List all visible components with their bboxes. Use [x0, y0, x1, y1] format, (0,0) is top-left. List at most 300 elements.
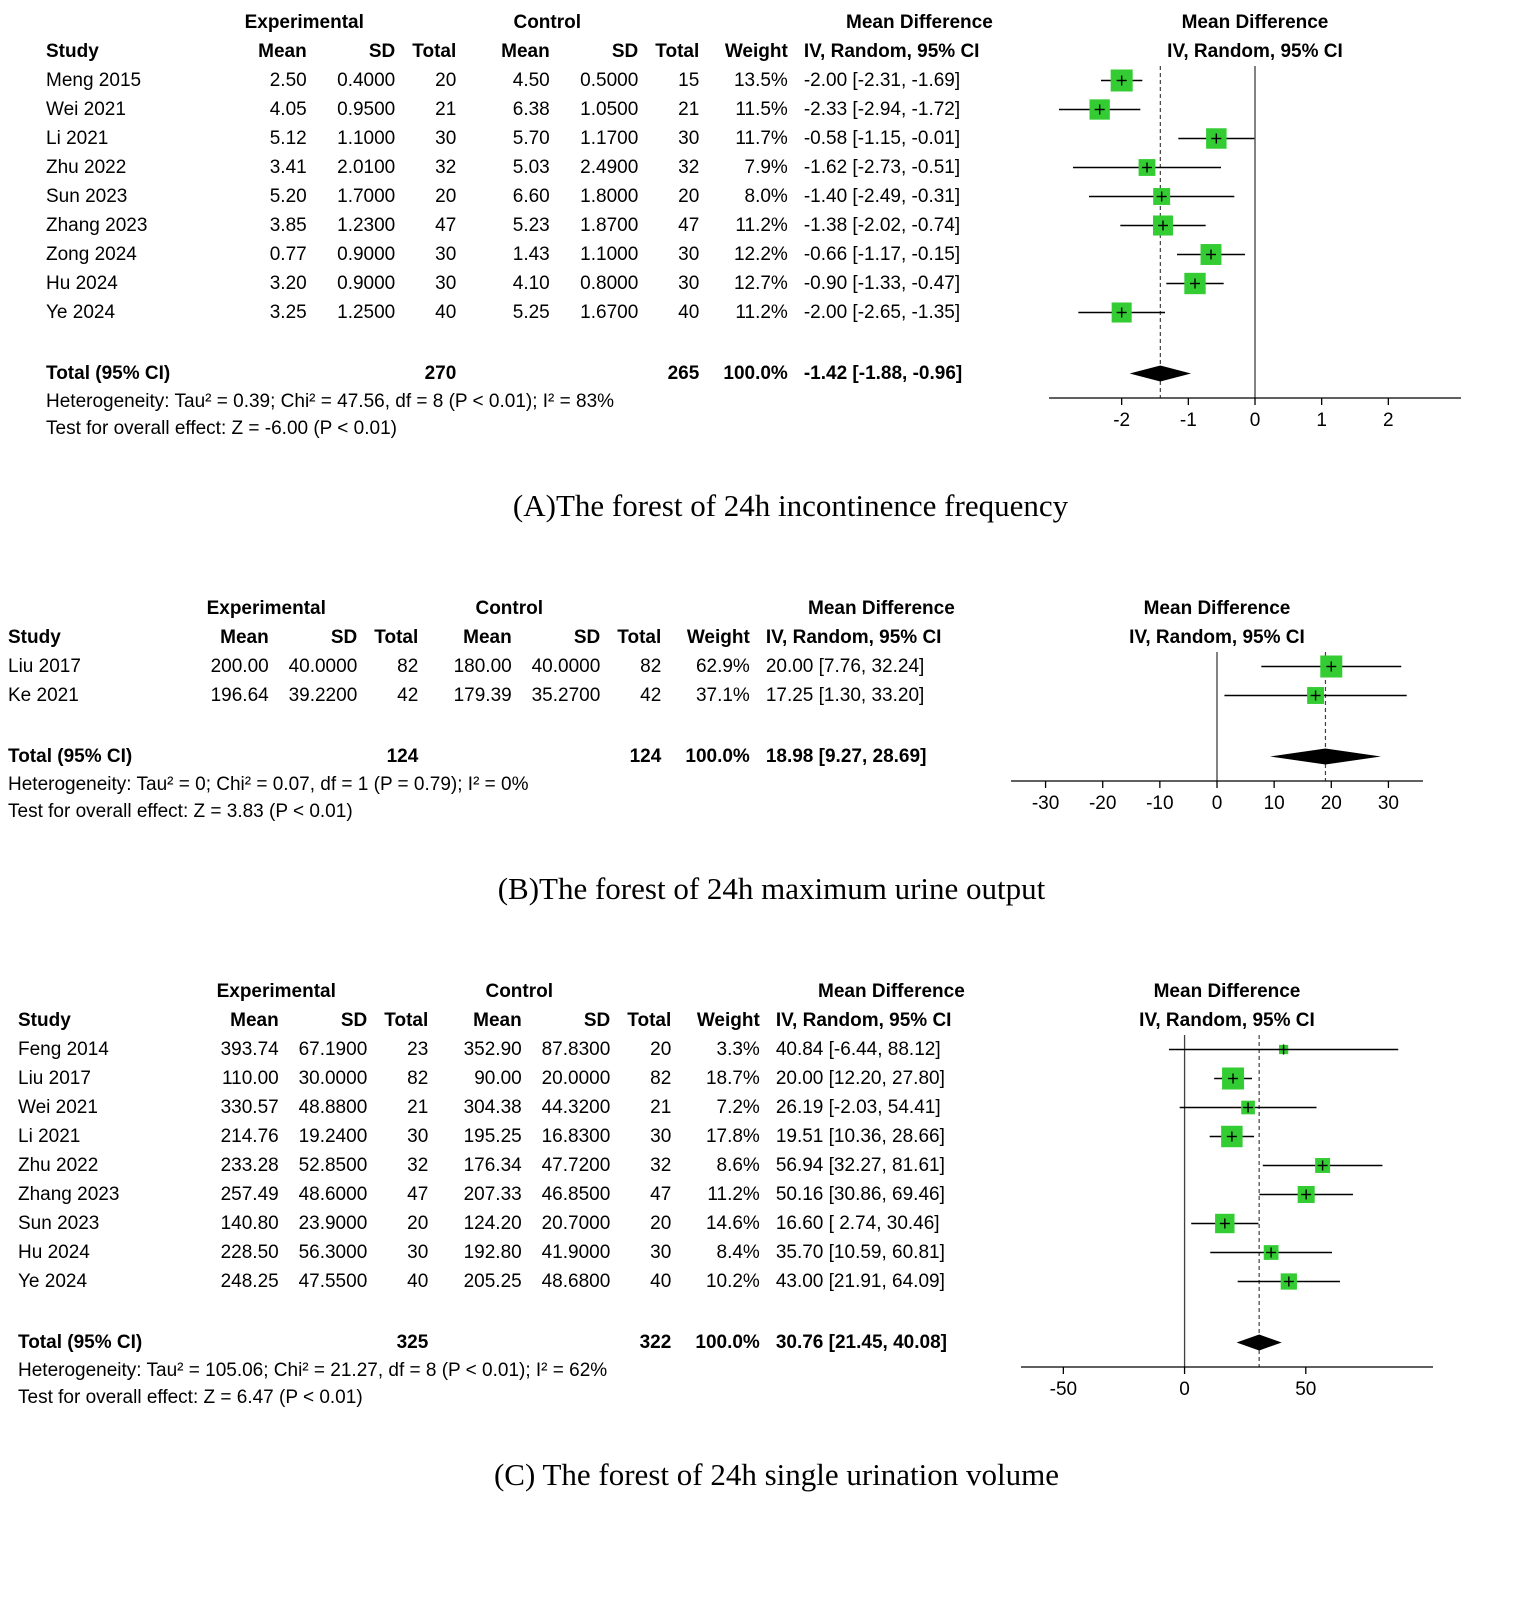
study-name: Wei 2021: [18, 1096, 98, 1118]
ctrl-sd: 0.8000: [580, 272, 639, 294]
exp-total: 30: [407, 1241, 429, 1263]
exp-total: 23: [407, 1038, 429, 1060]
weight: 37.1%: [695, 684, 750, 706]
exp-sd: 0.9500: [337, 98, 396, 120]
ctrl-total-header: Total: [655, 40, 700, 62]
forest-c-table: [18, 977, 1007, 1411]
total-label: Total (95% CI): [46, 362, 171, 384]
exp-sd-header: SD: [368, 40, 396, 62]
md-ci: 26.19 [-2.03, 54.41]: [775, 1096, 941, 1118]
study-row: [18, 1064, 1007, 1093]
group-header-row: [46, 8, 1035, 37]
study-column-header: Study: [18, 1009, 71, 1031]
ctrl-total: 40: [678, 301, 700, 323]
ctrl-mean: 5.25: [512, 301, 550, 323]
md-ci: 20.00 [7.76, 32.24]: [765, 655, 925, 677]
weight: 12.2%: [733, 243, 788, 265]
axis-tick-label: -20: [1088, 793, 1117, 814]
total-weight: 100.0%: [723, 362, 788, 384]
total-label: Total (95% CI): [18, 1331, 143, 1353]
ctrl-total: 30: [678, 127, 700, 149]
exp-mean-header: Mean: [258, 40, 307, 62]
weight-header: Weight: [696, 1009, 760, 1031]
forest-panel-b: [8, 594, 1535, 907]
study-row: [46, 298, 1035, 327]
ctrl-sd: 35.2700: [531, 684, 601, 706]
study-name: Ye 2024: [46, 301, 116, 323]
study-row: [46, 211, 1035, 240]
ctrl-sd: 20.0000: [541, 1067, 611, 1089]
plot-title: Mean Difference: [1181, 12, 1329, 33]
total-weight: 100.0%: [695, 1331, 760, 1353]
axis-tick-label: -30: [1031, 793, 1060, 814]
study-column-header: Study: [46, 40, 99, 62]
exp-mean: 5.20: [269, 185, 307, 207]
forest-a: [46, 8, 1535, 442]
exp-sd: 1.7000: [337, 185, 396, 207]
study-name: Li 2021: [18, 1125, 81, 1147]
ctrl-mean: 6.60: [512, 185, 550, 207]
axis-tick-label: -50: [1049, 1379, 1078, 1400]
exp-sd: 52.8500: [298, 1154, 368, 1176]
md-ci: -2.00 [-2.31, -1.69]: [803, 69, 961, 91]
ctrl-total: 47: [650, 1183, 672, 1205]
exp-total: 21: [407, 1096, 429, 1118]
ctrl-total: 32: [678, 156, 700, 178]
ctrl-sd: 1.1700: [580, 127, 639, 149]
study-row: [18, 1238, 1007, 1267]
exp-total: 20: [435, 69, 457, 91]
exp-mean: 110.00: [222, 1067, 279, 1089]
exp-mean: 5.12: [269, 127, 307, 149]
ctrl-sd: 16.8300: [541, 1125, 611, 1147]
overall-effect-note: Test for overall effect: Z = 3.83 (P < 0.01): [8, 801, 353, 822]
plot-subtitle: IV, Random, 95% CI: [1167, 41, 1343, 62]
overall-effect-note: Test for overall effect: Z = 6.47 (P < 0.01): [18, 1387, 363, 1408]
column-header-row: [46, 37, 1035, 66]
weight: 11.2%: [735, 214, 788, 236]
weight: 12.7%: [733, 272, 788, 294]
exp-total: 20: [407, 1212, 429, 1234]
ctrl-sd: 47.7200: [541, 1154, 611, 1176]
ctrl-sd: 48.6800: [541, 1270, 611, 1292]
study-rows: [46, 66, 1035, 327]
exp-mean: 200.00: [210, 655, 269, 677]
ctrl-sd-header: SD: [611, 40, 639, 62]
total-ctrl-n: 124: [629, 745, 662, 767]
exp-total: 20: [435, 185, 457, 207]
total-row: [46, 359, 1035, 388]
exp-sd: 40.0000: [288, 655, 358, 677]
exp-total: 30: [435, 127, 457, 149]
ctrl-mean: 124.20: [463, 1212, 522, 1234]
plot-subtitle: IV, Random, 95% CI: [1129, 627, 1305, 648]
md-group-header: Mean Difference: [846, 11, 993, 33]
axis-tick-label: 0: [1179, 1379, 1190, 1400]
exp-sd: 19.2400: [298, 1125, 368, 1147]
exp-sd: 0.9000: [337, 243, 396, 265]
exp-mean: 248.25: [220, 1270, 279, 1292]
study-row: [46, 182, 1035, 211]
total-diamond: [1270, 749, 1381, 765]
iv-random-header: IV, Random, 95% CI: [775, 1009, 952, 1031]
iv-random-header: IV, Random, 95% CI: [765, 626, 942, 648]
exp-mean: 214.76: [220, 1125, 279, 1147]
study-name: Zhu 2022: [18, 1154, 99, 1176]
weight: 8.6%: [716, 1154, 760, 1176]
ctrl-mean: 205.25: [463, 1270, 522, 1292]
study-name: Hu 2024: [46, 272, 118, 294]
weight: 62.9%: [695, 655, 750, 677]
exp-mean: 233.28: [220, 1154, 279, 1176]
ctrl-mean: 192.80: [463, 1241, 522, 1263]
exp-mean: 3.41: [269, 156, 307, 178]
study-name: Zhang 2023: [18, 1183, 120, 1205]
study-name: Meng 2015: [46, 69, 142, 91]
study-name: Feng 2014: [18, 1038, 109, 1060]
md-ci: -1.38 [-2.02, -0.74]: [803, 214, 961, 236]
weight: 17.8%: [705, 1125, 760, 1147]
study-name: Hu 2024: [18, 1241, 90, 1263]
exp-sd: 1.2300: [337, 214, 396, 236]
total-ctrl-n: 322: [639, 1331, 672, 1353]
study-name: Zhu 2022: [46, 156, 127, 178]
total-diamond: [1237, 1335, 1282, 1351]
exp-mean: 3.85: [269, 214, 307, 236]
exp-sd: 1.2500: [337, 301, 396, 323]
exp-mean: 3.20: [269, 272, 307, 294]
ctrl-mean: 179.39: [453, 684, 512, 706]
ctrl-total-header: Total: [617, 626, 662, 648]
ctrl-mean: 207.33: [463, 1183, 522, 1205]
total-diamond: [1130, 366, 1191, 382]
study-row: [46, 66, 1035, 95]
axis-tick-label: 0: [1211, 793, 1223, 814]
exp-sd: 1.1000: [337, 127, 396, 149]
heterogeneity-note: Heterogeneity: Tau² = 0.39; Chi² = 47.56, df = 8 (P < 0.01); I² = 83%: [46, 391, 615, 412]
study-row: [18, 1180, 1007, 1209]
forest-c: [18, 977, 1535, 1411]
forest-plot: [1007, 1035, 1447, 1405]
ctrl-sd: 1.0500: [580, 98, 639, 120]
exp-total: 47: [435, 214, 457, 236]
heterogeneity-note: Heterogeneity: Tau² = 0; Chi² = 0.07, df = 1 (P = 0.79); I² = 0%: [8, 774, 529, 795]
exp-total: 40: [435, 301, 457, 323]
ctrl-total: 15: [678, 69, 700, 91]
study-name: Liu 2017: [8, 655, 81, 677]
study-row: [46, 124, 1035, 153]
weight: 13.5%: [733, 69, 788, 91]
ctrl-total-header: Total: [627, 1009, 672, 1031]
weight: 10.2%: [705, 1270, 760, 1292]
ctrl-mean: 304.38: [463, 1096, 522, 1118]
control-group-header: Control: [513, 11, 582, 33]
exp-sd: 67.1900: [298, 1038, 368, 1060]
study-row: [18, 1093, 1007, 1122]
weight: 7.2%: [716, 1096, 760, 1118]
forest-panel-c: [8, 977, 1535, 1493]
ctrl-total: 82: [650, 1067, 672, 1089]
exp-total: 32: [435, 156, 457, 178]
experimental-group-header: Experimental: [244, 11, 364, 33]
total-row: [8, 742, 997, 771]
study-name: Zhang 2023: [46, 214, 148, 236]
plot-subtitle: IV, Random, 95% CI: [1139, 1010, 1315, 1031]
total-label: Total (95% CI): [8, 745, 133, 767]
weight: 11.2%: [735, 301, 788, 323]
ctrl-total: 30: [650, 1241, 672, 1263]
study-row: [8, 652, 997, 681]
plot-title: Mean Difference: [1143, 598, 1291, 619]
exp-mean: 3.25: [269, 301, 307, 323]
md-ci: 19.51 [10.36, 28.66]: [775, 1125, 945, 1147]
forest-panel-a: [8, 8, 1535, 524]
exp-sd: 2.0100: [337, 156, 396, 178]
exp-total: 21: [435, 98, 457, 120]
study-name: Ye 2024: [18, 1270, 88, 1292]
md-ci: 56.94 [32.27, 81.61]: [775, 1154, 945, 1176]
total-row: [18, 1328, 1007, 1357]
study-name: Ke 2021: [8, 684, 79, 706]
exp-total: 30: [407, 1125, 429, 1147]
exp-mean-header: Mean: [220, 626, 269, 648]
forest-c-plot-area: [1007, 977, 1447, 1405]
weight: 14.6%: [705, 1212, 760, 1234]
ctrl-mean: 90.00: [474, 1067, 522, 1089]
md-ci: 43.00 [21.91, 64.09]: [775, 1270, 945, 1292]
weight: 7.9%: [744, 156, 788, 178]
md-ci: -1.40 [-2.49, -0.31]: [803, 185, 961, 207]
axis-tick-label: 10: [1263, 793, 1285, 814]
axis-tick-label: 50: [1295, 1379, 1317, 1400]
exp-sd: 39.2200: [288, 684, 358, 706]
weight: 8.0%: [744, 185, 788, 207]
ctrl-sd: 2.4900: [580, 156, 639, 178]
ctrl-total: 20: [650, 1212, 672, 1234]
ctrl-mean: 6.38: [512, 98, 550, 120]
ctrl-mean: 1.43: [512, 243, 550, 265]
control-group-header: Control: [485, 980, 554, 1002]
ctrl-total: 32: [650, 1154, 672, 1176]
exp-total-header: Total: [412, 40, 457, 62]
study-row: [18, 1151, 1007, 1180]
md-ci: -0.90 [-1.33, -0.47]: [803, 272, 961, 294]
total-md-ci: -1.42 [-1.88, -0.96]: [803, 362, 963, 384]
total-ctrl-n: 265: [667, 362, 700, 384]
ctrl-mean: 176.34: [463, 1154, 522, 1176]
ctrl-sd: 1.8700: [580, 214, 639, 236]
md-ci: 16.60 [ 2.74, 30.46]: [775, 1212, 940, 1234]
axis-tick-label: -10: [1146, 793, 1174, 814]
ctrl-mean: 4.50: [512, 69, 550, 91]
ctrl-sd: 1.8000: [580, 185, 639, 207]
study-name: Sun 2023: [46, 185, 128, 207]
column-header-row: [18, 1006, 1007, 1035]
md-ci: 17.25 [1.30, 33.20]: [765, 684, 925, 706]
exp-sd: 23.9000: [298, 1212, 368, 1234]
ctrl-sd: 41.9000: [541, 1241, 611, 1263]
study-row: [46, 269, 1035, 298]
exp-total: 47: [407, 1183, 429, 1205]
md-ci: 35.70 [10.59, 60.81]: [775, 1241, 945, 1263]
md-ci: 50.16 [30.86, 69.46]: [775, 1183, 945, 1205]
study-rows: [18, 1035, 1007, 1296]
ctrl-total: 20: [650, 1038, 672, 1060]
md-ci: -1.62 [-2.73, -0.51]: [803, 156, 961, 178]
experimental-group-header: Experimental: [216, 980, 336, 1002]
md-group-header: Mean Difference: [808, 597, 955, 619]
ctrl-mean-header: Mean: [473, 1009, 522, 1031]
ctrl-total: 21: [650, 1096, 672, 1118]
md-ci: 20.00 [12.20, 27.80]: [775, 1067, 945, 1089]
axis-tick-label: 2: [1383, 410, 1394, 431]
forest-a-plot-area: [1035, 8, 1475, 436]
study-name: Wei 2021: [46, 98, 126, 120]
column-header-row: [8, 623, 997, 652]
exp-sd: 47.5500: [298, 1270, 368, 1292]
exp-mean: 330.57: [220, 1096, 279, 1118]
study-rows: [8, 652, 997, 710]
ctrl-total: 82: [640, 655, 662, 677]
study-row: [46, 95, 1035, 124]
study-row: [18, 1209, 1007, 1238]
axis-tick-label: -2: [1113, 410, 1131, 431]
ctrl-total: 42: [640, 684, 662, 706]
total-exp-n: 325: [396, 1331, 429, 1353]
ctrl-mean-header: Mean: [463, 626, 512, 648]
ctrl-sd: 40.0000: [531, 655, 601, 677]
forest-plot: [997, 652, 1437, 819]
exp-total: 30: [435, 243, 457, 265]
study-name: Liu 2017: [18, 1067, 91, 1089]
weight-header: Weight: [686, 626, 750, 648]
exp-sd-header: SD: [330, 626, 358, 648]
exp-sd: 56.3000: [298, 1241, 368, 1263]
md-ci: 40.84 [-6.44, 88.12]: [775, 1038, 941, 1060]
md-ci: -0.58 [-1.15, -0.01]: [803, 127, 961, 149]
ctrl-mean: 5.70: [512, 127, 550, 149]
ctrl-total: 21: [678, 98, 700, 120]
study-row: [18, 1035, 1007, 1064]
total-exp-n: 124: [386, 745, 419, 767]
forest-b-table: [8, 594, 997, 825]
ctrl-sd: 87.8300: [541, 1038, 611, 1060]
exp-mean: 228.50: [220, 1241, 279, 1263]
ctrl-total: 30: [650, 1125, 672, 1147]
md-ci: -2.33 [-2.94, -1.72]: [803, 98, 961, 120]
total-md-ci: 30.76 [21.45, 40.08]: [775, 1331, 947, 1353]
exp-sd: 30.0000: [298, 1067, 368, 1089]
study-row: [8, 681, 997, 710]
control-group-header: Control: [475, 597, 544, 619]
iv-random-header: IV, Random, 95% CI: [803, 40, 980, 62]
weight: 11.2%: [707, 1183, 760, 1205]
exp-total: 40: [407, 1270, 429, 1292]
axis-tick-label: 0: [1249, 410, 1261, 431]
group-header-row: [18, 977, 1007, 1006]
ctrl-total: 40: [650, 1270, 672, 1292]
heterogeneity-note: Heterogeneity: Tau² = 105.06; Chi² = 21.27, df = 8 (P < 0.01); I² = 62%: [18, 1360, 608, 1381]
md-ci: -0.66 [-1.17, -0.15]: [803, 243, 961, 265]
panel-c-caption: (C) The forest of 24h single urination volume: [493, 1457, 1060, 1492]
ctrl-mean: 4.10: [512, 272, 550, 294]
ctrl-sd: 1.6700: [580, 301, 639, 323]
study-name: Zong 2024: [46, 243, 137, 265]
exp-mean: 2.50: [269, 69, 307, 91]
exp-total: 42: [397, 684, 419, 706]
exp-mean: 196.64: [210, 684, 269, 706]
ctrl-mean-header: Mean: [501, 40, 550, 62]
study-name: Li 2021: [46, 127, 109, 149]
ctrl-mean: 352.90: [463, 1038, 522, 1060]
axis-tick-label: -1: [1179, 410, 1197, 431]
axis-tick-label: 30: [1377, 793, 1399, 814]
forest-plot: [1035, 66, 1475, 436]
total-weight: 100.0%: [685, 745, 750, 767]
weight-header: Weight: [724, 40, 788, 62]
study-row: [46, 153, 1035, 182]
study-column-header: Study: [8, 626, 61, 648]
ctrl-total: 47: [678, 214, 700, 236]
weight: 11.7%: [735, 127, 788, 149]
forest-b: [8, 594, 1535, 825]
exp-total-header: Total: [384, 1009, 429, 1031]
exp-mean: 140.80: [220, 1212, 279, 1234]
plot-title: Mean Difference: [1153, 981, 1301, 1002]
weight: 18.7%: [705, 1067, 760, 1089]
ctrl-total: 20: [678, 185, 700, 207]
ctrl-sd: 46.8500: [541, 1183, 611, 1205]
spacer: [46, 327, 1035, 359]
ctrl-sd: 0.5000: [580, 69, 639, 91]
ctrl-sd: 1.1000: [580, 243, 639, 265]
study-name: Sun 2023: [18, 1212, 100, 1234]
forest-a-table: [46, 8, 1035, 442]
exp-sd-header: SD: [340, 1009, 368, 1031]
exp-sd: 0.9000: [337, 272, 396, 294]
exp-mean: 0.77: [269, 243, 307, 265]
md-ci: -2.00 [-2.65, -1.35]: [803, 301, 961, 323]
exp-total-header: Total: [374, 626, 419, 648]
exp-sd: 48.6000: [298, 1183, 368, 1205]
exp-sd: 48.8800: [298, 1096, 368, 1118]
exp-mean: 393.74: [220, 1038, 279, 1060]
exp-total: 82: [407, 1067, 429, 1089]
total-exp-n: 270: [424, 362, 457, 384]
ctrl-total: 30: [678, 243, 700, 265]
study-row: [18, 1122, 1007, 1151]
exp-sd: 0.4000: [337, 69, 396, 91]
panel-a-caption: (A)The forest of 24h incontinence frequency: [512, 488, 1069, 523]
experimental-group-header: Experimental: [206, 597, 326, 619]
exp-mean-header: Mean: [230, 1009, 279, 1031]
ctrl-mean: 5.23: [512, 214, 550, 236]
exp-mean: 257.49: [220, 1183, 279, 1205]
ctrl-mean: 195.25: [463, 1125, 522, 1147]
panel-b-caption: (B)The forest of 24h maximum urine output: [497, 871, 1046, 906]
total-md-ci: 18.98 [9.27, 28.69]: [765, 745, 927, 767]
axis-tick-label: 20: [1320, 793, 1342, 814]
ctrl-mean: 180.00: [453, 655, 512, 677]
ctrl-sd: 20.7000: [541, 1212, 611, 1234]
ctrl-total: 30: [678, 272, 700, 294]
axis-tick-label: 1: [1316, 410, 1327, 431]
weight: 8.4%: [716, 1241, 760, 1263]
ctrl-mean: 5.03: [512, 156, 550, 178]
weight: 3.3%: [716, 1038, 760, 1060]
study-row: [18, 1267, 1007, 1296]
spacer: [8, 710, 997, 742]
